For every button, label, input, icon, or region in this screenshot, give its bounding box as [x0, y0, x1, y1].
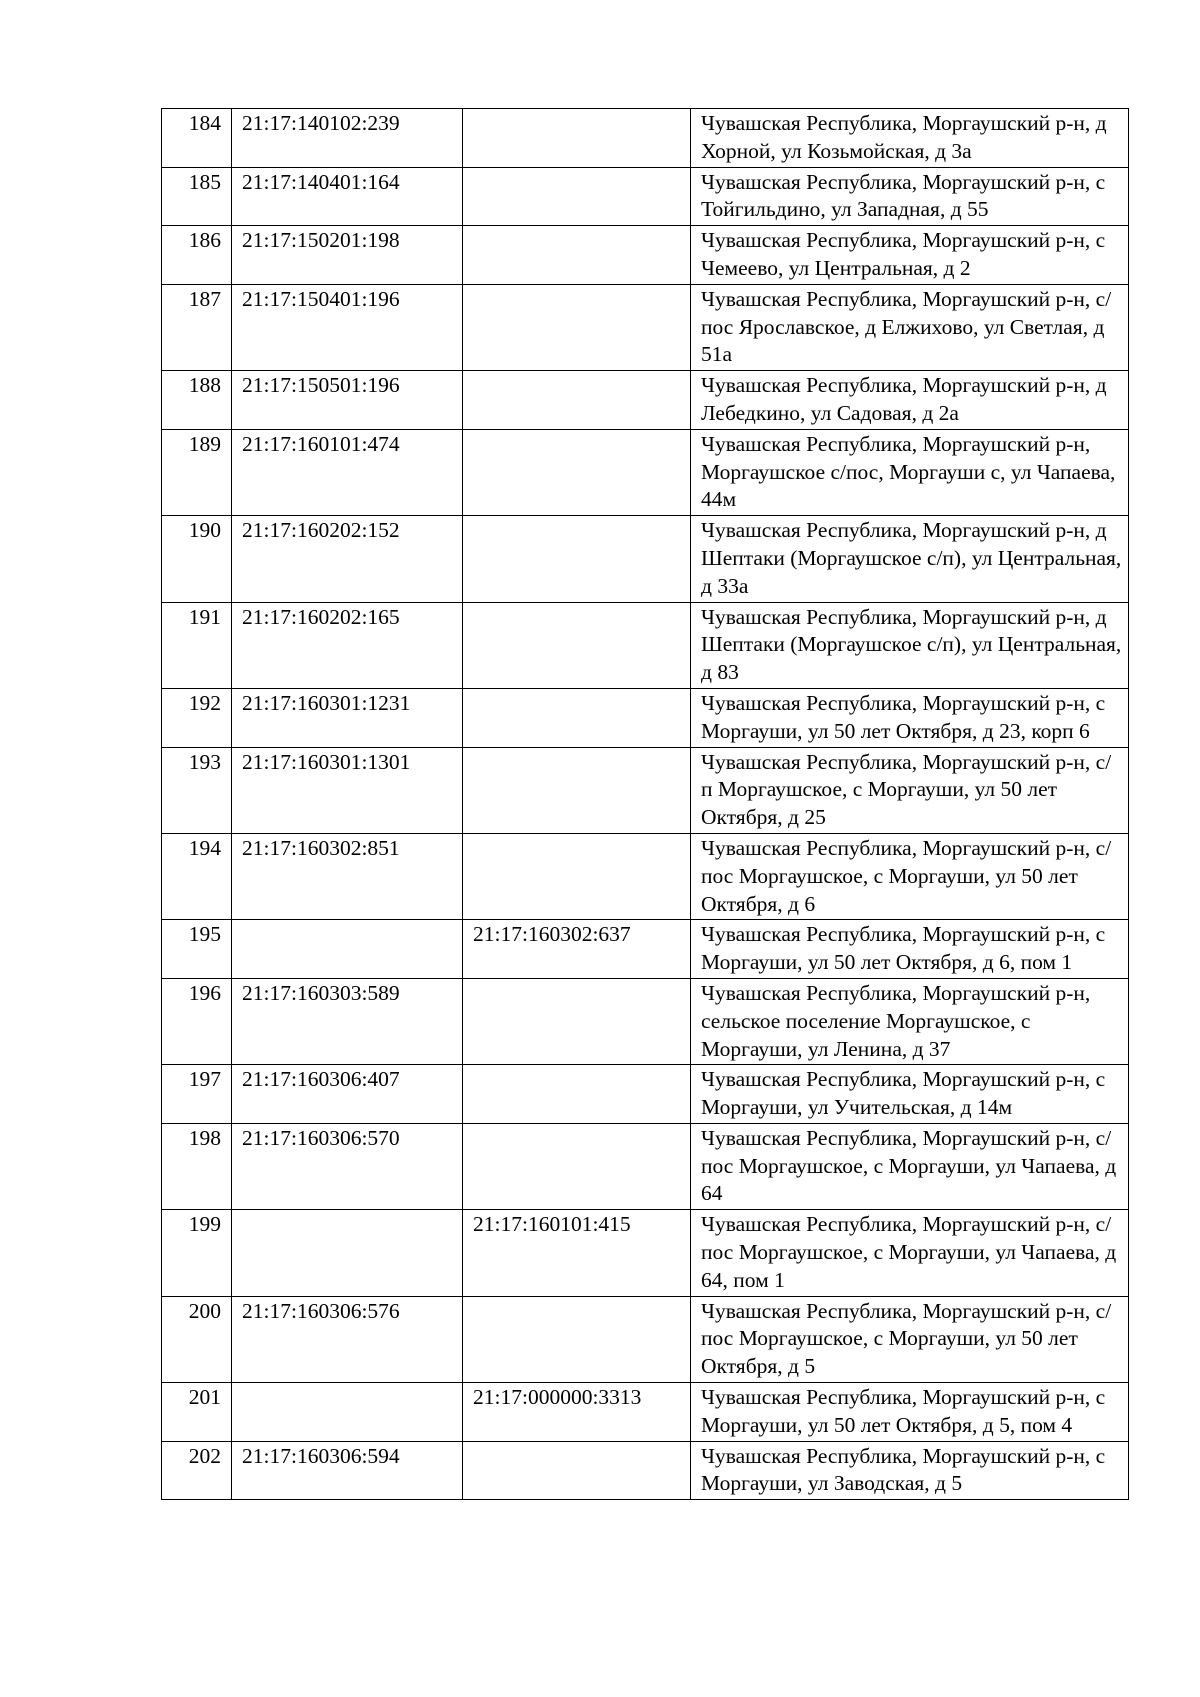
row-number: 199: [162, 1210, 232, 1296]
address: Чувашская Республика, Моргаушский р-н, с/пос Моргаушское, с Моргауши, ул Чапаева, д 64: [691, 1123, 1129, 1209]
parent-cadastral-number: [463, 1441, 691, 1500]
table-row: [162, 516, 1129, 602]
address: Чувашская Республика, Моргаушский р-н, с Моргауши, ул Учительская, д 14м: [691, 1065, 1129, 1124]
address: Чувашская Республика, Моргаушский р-н, Моргаушское с/пос, Моргауши с, ул Чапаева, 44м: [691, 429, 1129, 515]
table-row: [162, 429, 1129, 515]
address: Чувашская Республика, Моргаушский р-н, с Моргауши, ул 50 лет Октября, д 5, пом 4: [691, 1383, 1129, 1442]
address: Чувашская Республика, Моргаушский р-н, с/п Моргаушское, с Моргауши, ул 50 лет Октября, д 25: [691, 747, 1129, 833]
parent-cadastral-number: 21:17:160302:637: [463, 920, 691, 979]
row-number: 196: [162, 978, 232, 1064]
table-row: [162, 747, 1129, 833]
address: Чувашская Республика, Моргаушский р-н, д Лебедкино, ул Садовая, д 2а: [691, 371, 1129, 430]
parent-cadastral-number: [463, 1296, 691, 1382]
cadastral-number: 21:17:160306:407: [232, 1065, 463, 1124]
table-row: [162, 920, 1129, 979]
cadastral-number: [232, 920, 463, 979]
registry-table-body: [162, 109, 1129, 1500]
parent-cadastral-number: [463, 1123, 691, 1209]
table-row: [162, 1210, 1129, 1296]
cadastral-number: 21:17:150501:196: [232, 371, 463, 430]
row-number: 194: [162, 833, 232, 919]
row-number: 202: [162, 1441, 232, 1500]
parent-cadastral-number: [463, 833, 691, 919]
table-row: [162, 1296, 1129, 1382]
cadastral-number: 21:17:160301:1231: [232, 688, 463, 747]
cadastral-number: [232, 1210, 463, 1296]
property-registry-table: [161, 108, 1129, 1500]
table-row: [162, 688, 1129, 747]
cadastral-number: 21:17:160306:594: [232, 1441, 463, 1500]
row-number: 187: [162, 284, 232, 370]
cadastral-number: 21:17:160202:165: [232, 602, 463, 688]
parent-cadastral-number: [463, 167, 691, 226]
parent-cadastral-number: 21:17:000000:3313: [463, 1383, 691, 1442]
table-row: [162, 1123, 1129, 1209]
cadastral-number: 21:17:160101:474: [232, 429, 463, 515]
parent-cadastral-number: [463, 429, 691, 515]
cadastral-number: 21:17:160301:1301: [232, 747, 463, 833]
parent-cadastral-number: [463, 109, 691, 168]
cadastral-number: 21:17:140401:164: [232, 167, 463, 226]
cadastral-number: 21:17:140102:239: [232, 109, 463, 168]
table-row: [162, 833, 1129, 919]
parent-cadastral-number: [463, 226, 691, 285]
row-number: 192: [162, 688, 232, 747]
parent-cadastral-number: 21:17:160101:415: [463, 1210, 691, 1296]
cadastral-number: 21:17:160306:576: [232, 1296, 463, 1382]
address: Чувашская Республика, Моргаушский р-н, с Моргауши, ул 50 лет Октября, д 23, корп 6: [691, 688, 1129, 747]
row-number: 190: [162, 516, 232, 602]
row-number: 193: [162, 747, 232, 833]
parent-cadastral-number: [463, 371, 691, 430]
address: Чувашская Республика, Моргаушский р-н, с Тойгильдино, ул Западная, д 55: [691, 167, 1129, 226]
address: Чувашская Республика, Моргаушский р-н, д Хорной, ул Козьмойская, д 3а: [691, 109, 1129, 168]
parent-cadastral-number: [463, 602, 691, 688]
table-row: [162, 1441, 1129, 1500]
address: Чувашская Республика, Моргаушский р-н, с/пос Моргаушское, с Моргауши, ул 50 лет Октября, д 6: [691, 833, 1129, 919]
cadastral-number: [232, 1383, 463, 1442]
row-number: 186: [162, 226, 232, 285]
row-number: 197: [162, 1065, 232, 1124]
address: Чувашская Республика, Моргаушский р-н, с Моргауши, ул 50 лет Октября, д 6, пом 1: [691, 920, 1129, 979]
table-row: [162, 226, 1129, 285]
row-number: 191: [162, 602, 232, 688]
row-number: 188: [162, 371, 232, 430]
row-number: 184: [162, 109, 232, 168]
cadastral-number: 21:17:160306:570: [232, 1123, 463, 1209]
row-number: 185: [162, 167, 232, 226]
parent-cadastral-number: [463, 747, 691, 833]
parent-cadastral-number: [463, 1065, 691, 1124]
parent-cadastral-number: [463, 978, 691, 1064]
address: Чувашская Республика, Моргаушский р-н, с/пос Моргаушское, с Моргауши, ул 50 лет Октября, д 5: [691, 1296, 1129, 1382]
address: Чувашская Республика, Моргаушский р-н, сельское поселение Моргаушское, с Моргауши, ул Ленина, д 37: [691, 978, 1129, 1064]
cadastral-number: 21:17:160202:152: [232, 516, 463, 602]
table-row: [162, 1065, 1129, 1124]
table-row: [162, 109, 1129, 168]
address: Чувашская Республика, Моргаушский р-н, с Моргауши, ул Заводская, д 5: [691, 1441, 1129, 1500]
address: Чувашская Республика, Моргаушский р-н, с/пос Ярославское, д Елжихово, ул Светлая, д 51а: [691, 284, 1129, 370]
address: Чувашская Республика, Моргаушский р-н, д Шептаки (Моргаушское с/п), ул Центральная, д 83: [691, 602, 1129, 688]
row-number: 195: [162, 920, 232, 979]
row-number: 198: [162, 1123, 232, 1209]
row-number: 201: [162, 1383, 232, 1442]
table-row: [162, 167, 1129, 226]
parent-cadastral-number: [463, 284, 691, 370]
table-row: [162, 602, 1129, 688]
table-row: [162, 978, 1129, 1064]
address: Чувашская Республика, Моргаушский р-н, с Чемеево, ул Центральная, д 2: [691, 226, 1129, 285]
address: Чувашская Республика, Моргаушский р-н, д Шептаки (Моргаушское с/п), ул Центральная, д 33а: [691, 516, 1129, 602]
parent-cadastral-number: [463, 688, 691, 747]
table-row: [162, 1383, 1129, 1442]
cadastral-number: 21:17:150401:196: [232, 284, 463, 370]
row-number: 189: [162, 429, 232, 515]
table-row: [162, 371, 1129, 430]
cadastral-number: 21:17:150201:198: [232, 226, 463, 285]
cadastral-number: 21:17:160303:589: [232, 978, 463, 1064]
table-row: [162, 284, 1129, 370]
cadastral-number: 21:17:160302:851: [232, 833, 463, 919]
row-number: 200: [162, 1296, 232, 1382]
address: Чувашская Республика, Моргаушский р-н, с/пос Моргаушское, с Моргауши, ул Чапаева, д 64, пом 1: [691, 1210, 1129, 1296]
parent-cadastral-number: [463, 516, 691, 602]
